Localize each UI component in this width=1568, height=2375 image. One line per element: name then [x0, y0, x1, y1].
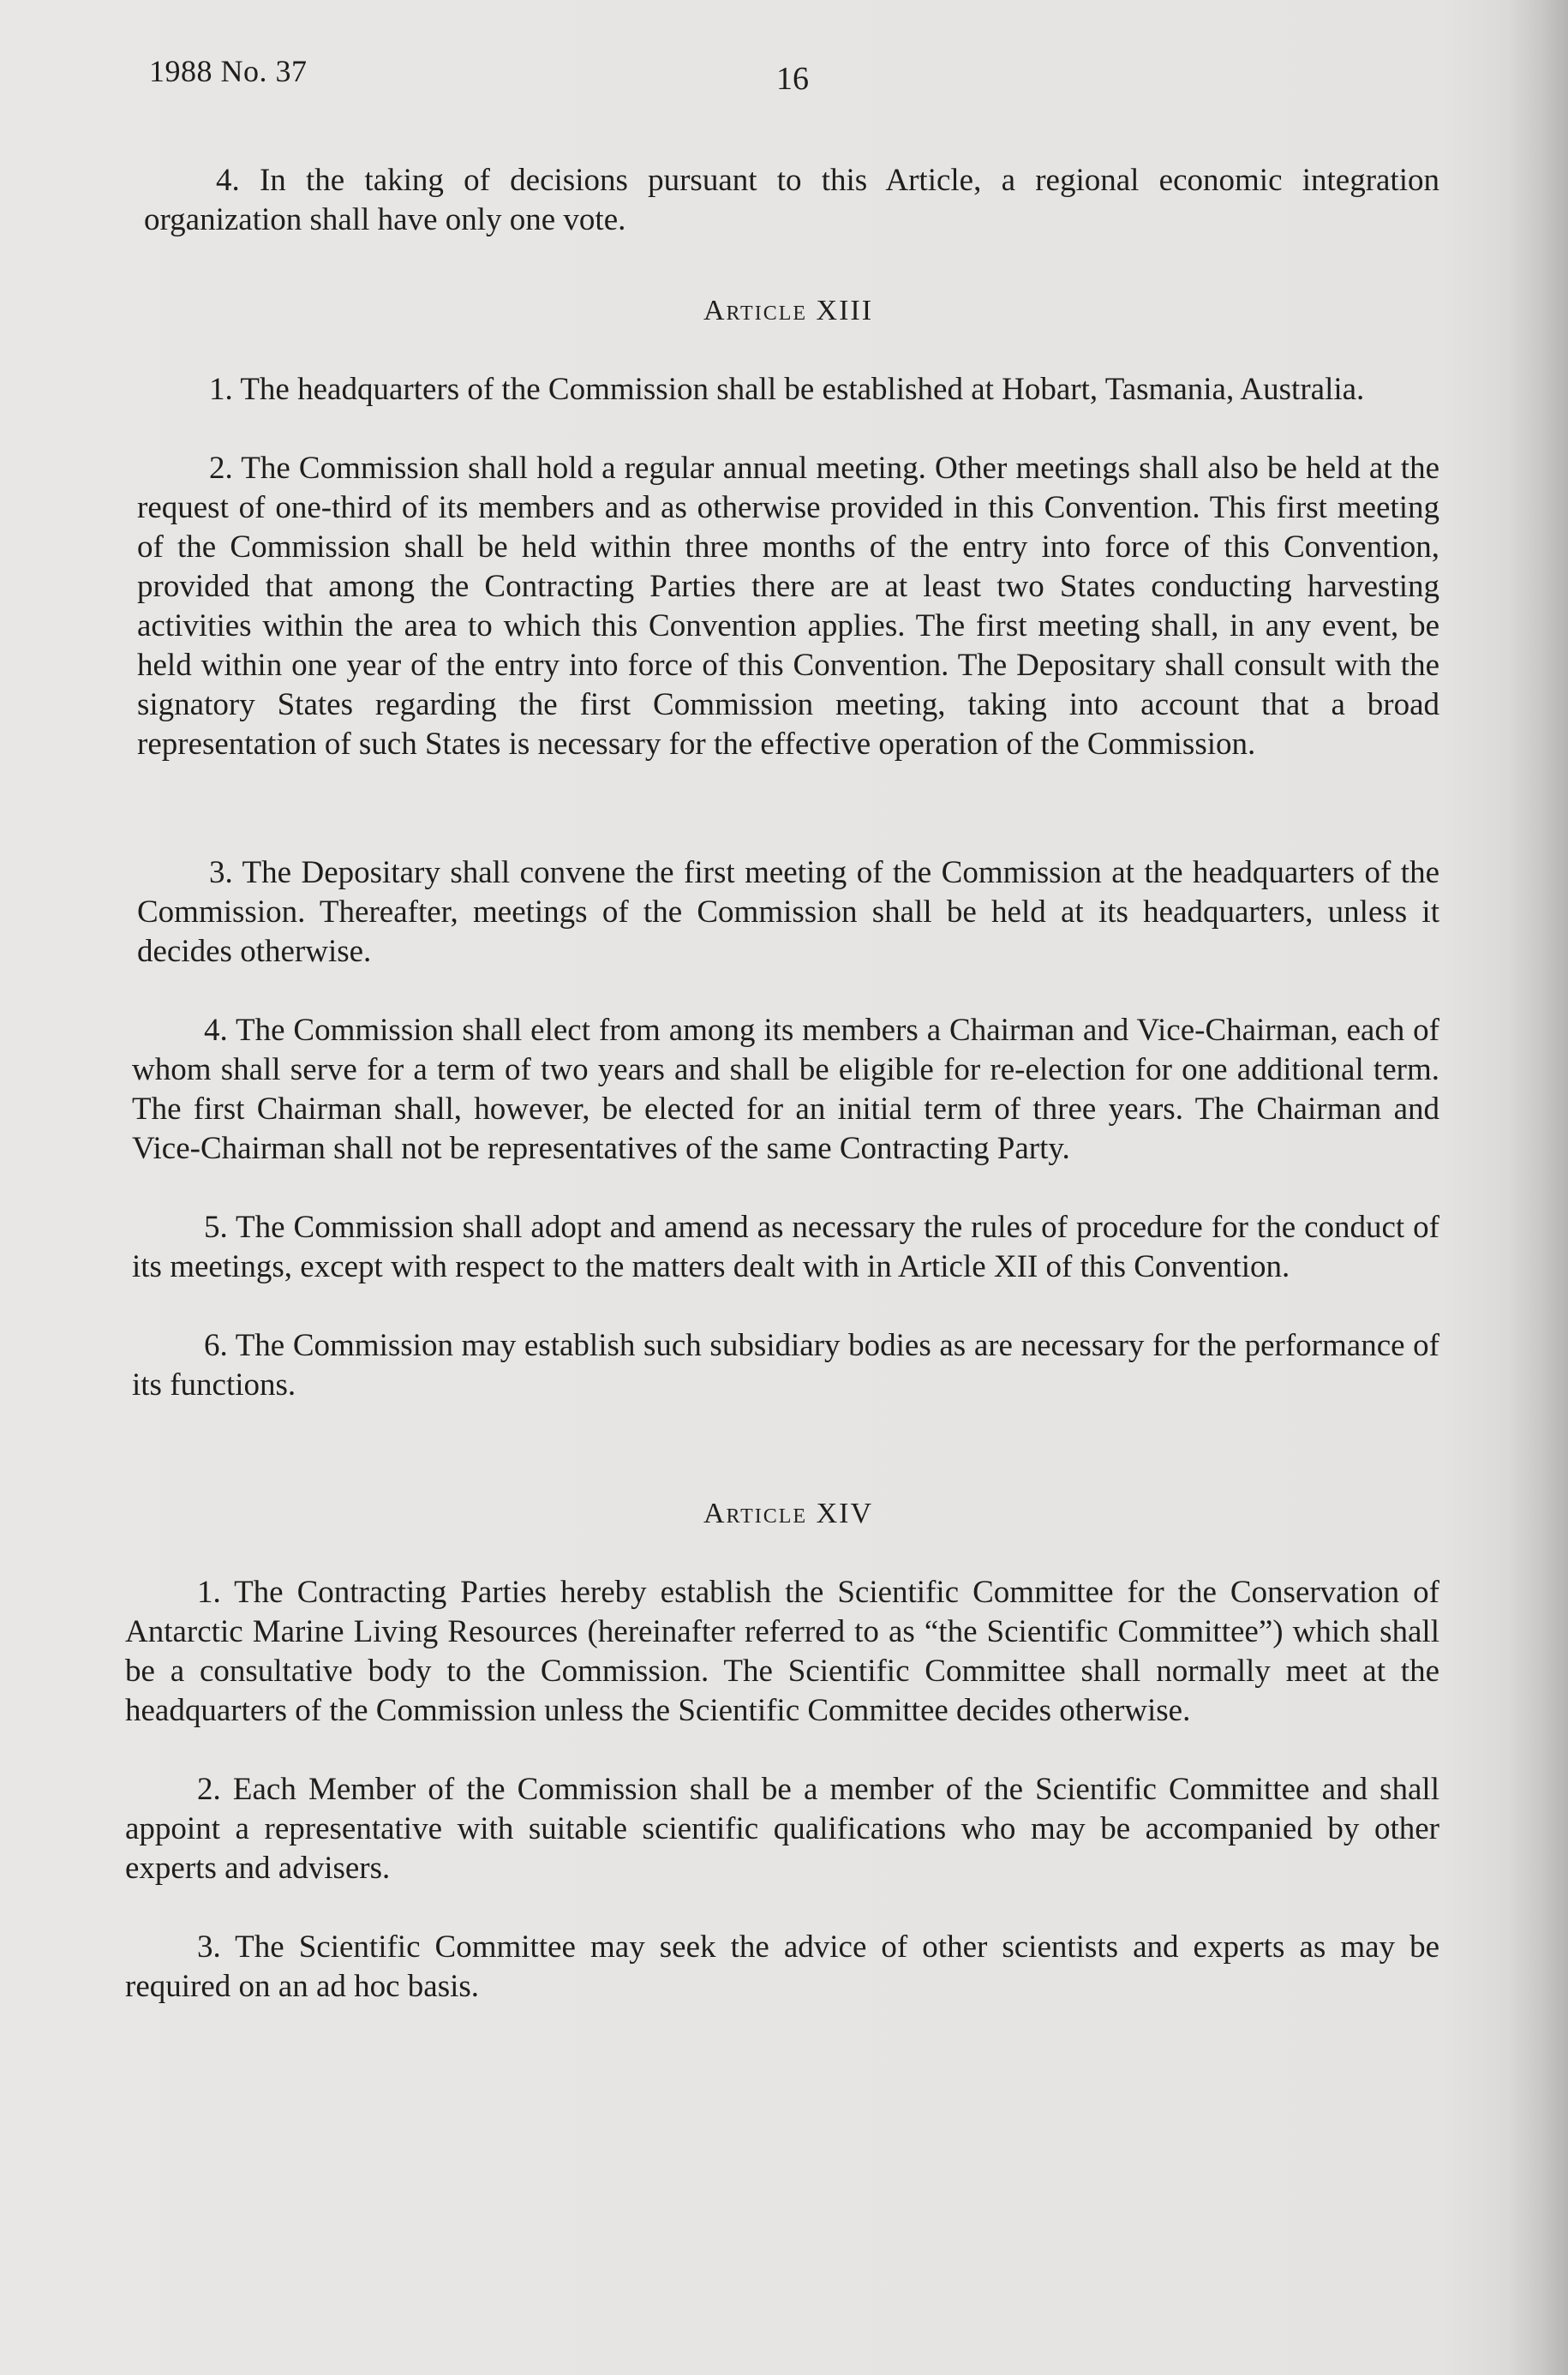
- paragraph-xiii-1: 1. The headquarters of the Commission shall be established at Hobart, Tasmania, Australia.: [209, 372, 1365, 407]
- paragraph-xiii-4: 4. The Commission shall elect from among its members a Chairman and Vice-Chairman, each of whom shall serve for a term of two years and shall be eligible for re-election for one additional term. The first Chairman shall, however, be elected for an initial term of three years. The Chairman and Vice-Chairman shall not be representatives of the same Contracting Party.: [132, 1013, 1439, 1166]
- paragraph-xiv-1: 1. The Contracting Parties hereby establish the Scientific Committee for the Conservation of Antarctic Marine Living Resources (hereinafter referred to as “the Scientific Committee”) which shall be a consultative body to the Commission. The Scientific Committee shall normally meet at the headquarters of the Commission unless the Scientific Committee decides otherwise.: [125, 1575, 1439, 1728]
- running-head: 1988 No. 37: [149, 54, 308, 88]
- paragraph-xiii-3: 3. The Depositary shall convene the first meeting of the Commission at the headquarters of the Commission. Thereafter, meetings of the Commission shall be held at its headquarters, unless it decides otherwise.: [137, 855, 1439, 969]
- paragraph-xiii-6: 6. The Commission may establish such subsidiary bodies as are necessary for the performance of its functions.: [132, 1328, 1439, 1403]
- paragraph-xiv-3: 3. The Scientific Committee may seek the advice of other scientists and experts as may be required on an ad hoc basis.: [125, 1929, 1439, 2004]
- page-number: 16: [776, 61, 809, 97]
- heading-article-xiv: Article XIV: [703, 1498, 874, 1529]
- paragraph-xiii-5: 5. The Commission shall adopt and amend as necessary the rules of procedure for the conduct of its meetings, except with respect to the matters dealt with in Article XII of this Convention.: [132, 1210, 1439, 1284]
- paragraph-xii-4: 4. In the taking of decisions pursuant to this Article, a regional economic integration organization shall have only one vote.: [144, 163, 1439, 237]
- heading-article-xiii: Article XIII: [703, 295, 874, 326]
- paragraph-xiv-2: 2. Each Member of the Commission shall be a member of the Scientific Committee and shall appoint a representative with suitable scientific qualifications who may be accompanied by other experts and advisers.: [125, 1772, 1439, 1886]
- binding-shadow: [1508, 0, 1568, 2375]
- document-body: [125, 161, 1439, 2007]
- paragraph-xiii-2: 2. The Commission shall hold a regular annual meeting. Other meetings shall also be held at the request of one-third of its members and as otherwise provided in this Convention. This first meeting of the Commission shall be held within three months of the entry into force of this Convention, provided that among the Contracting Parties there are at least two States conducting harvesting activities within the area to which this Convention applies. The first meeting shall, in any event, be held within one year of the entry into force of this Convention. The Depositary shall consult with the signatory States regarding the first Commission meeting, taking into account that a broad representation of such States is necessary for the effective operation of the Commission.: [137, 451, 1439, 762]
